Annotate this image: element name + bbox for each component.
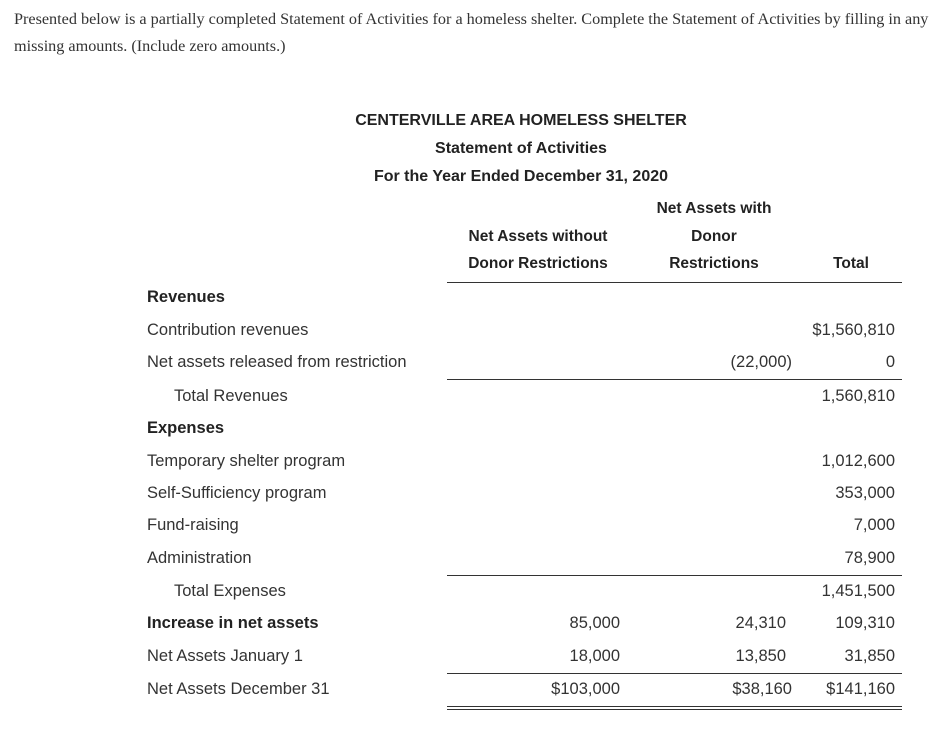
total-revenues-label: Total Revenues — [174, 387, 288, 405]
header-underline — [447, 282, 902, 283]
jan1-with: 13,850 — [735, 647, 786, 665]
statement-title: Statement of Activities — [435, 140, 607, 157]
temporary-shelter-label: Temporary shelter program — [147, 452, 346, 470]
dec31-without: $103,000 — [551, 680, 620, 698]
increase-without: 85,000 — [569, 614, 620, 632]
col-without-header-line1: Net Assets without — [468, 228, 608, 245]
contribution-revenues-total: $1,560,810 — [812, 321, 895, 339]
increase-total: 109,310 — [835, 614, 895, 632]
revenues-heading: Revenues — [147, 288, 225, 306]
released-with: (22,000) — [730, 353, 792, 371]
statement-period: For the Year Ended December 31, 2020 — [373, 168, 669, 185]
problem-prompt: Presented below is a partially completed Statement of Activities for a homeless shelter. Complete the Statement of Activities by filling in any missing amounts. (Include zero amounts.) — [14, 10, 929, 55]
dec31-label: Net Assets December 31 — [147, 680, 330, 698]
released-total: 0 — [885, 353, 895, 371]
col-with-header-line3: Restrictions — [669, 255, 759, 272]
col-with-header-line1: Net Assets with — [656, 200, 772, 217]
total-expenses-label: Total Expenses — [174, 582, 286, 600]
dec31-total: $141,160 — [826, 680, 895, 698]
jan1-without: 18,000 — [569, 647, 620, 665]
increase-label: Increase in net assets — [147, 614, 319, 632]
temporary-shelter-total: 1,012,600 — [821, 452, 895, 470]
self-sufficiency-total: 353,000 — [835, 484, 895, 502]
released-label: Net assets released from restriction — [147, 353, 407, 371]
col-with-header-line2: Donor — [691, 228, 737, 245]
expenses-underline — [447, 575, 902, 576]
final-double-rule-bottom — [447, 709, 902, 710]
fund-raising-total: 7,000 — [853, 516, 895, 534]
administration-total: 78,900 — [844, 549, 895, 567]
final-double-rule-top — [447, 706, 902, 707]
jan1-total: 31,850 — [844, 647, 895, 665]
administration-label: Administration — [147, 549, 252, 567]
revenues-underline — [447, 379, 902, 380]
dec31-with: $38,160 — [732, 680, 792, 698]
increase-with: 24,310 — [735, 614, 786, 632]
contribution-revenues-label: Contribution revenues — [147, 321, 309, 339]
net-assets-underline — [447, 673, 902, 674]
col-total-header: Total — [833, 255, 869, 272]
expenses-heading: Expenses — [147, 419, 225, 437]
col-without-header-line2: Donor Restrictions — [468, 255, 608, 272]
organization-name: CENTERVILLE AREA HOMELESS SHELTER — [355, 112, 687, 129]
fund-raising-label: Fund-raising — [147, 516, 239, 534]
jan1-label: Net Assets January 1 — [147, 647, 303, 665]
total-expenses-total: 1,451,500 — [821, 582, 895, 600]
total-revenues-total: 1,560,810 — [821, 387, 895, 405]
self-sufficiency-label: Self-Sufficiency program — [147, 484, 327, 502]
